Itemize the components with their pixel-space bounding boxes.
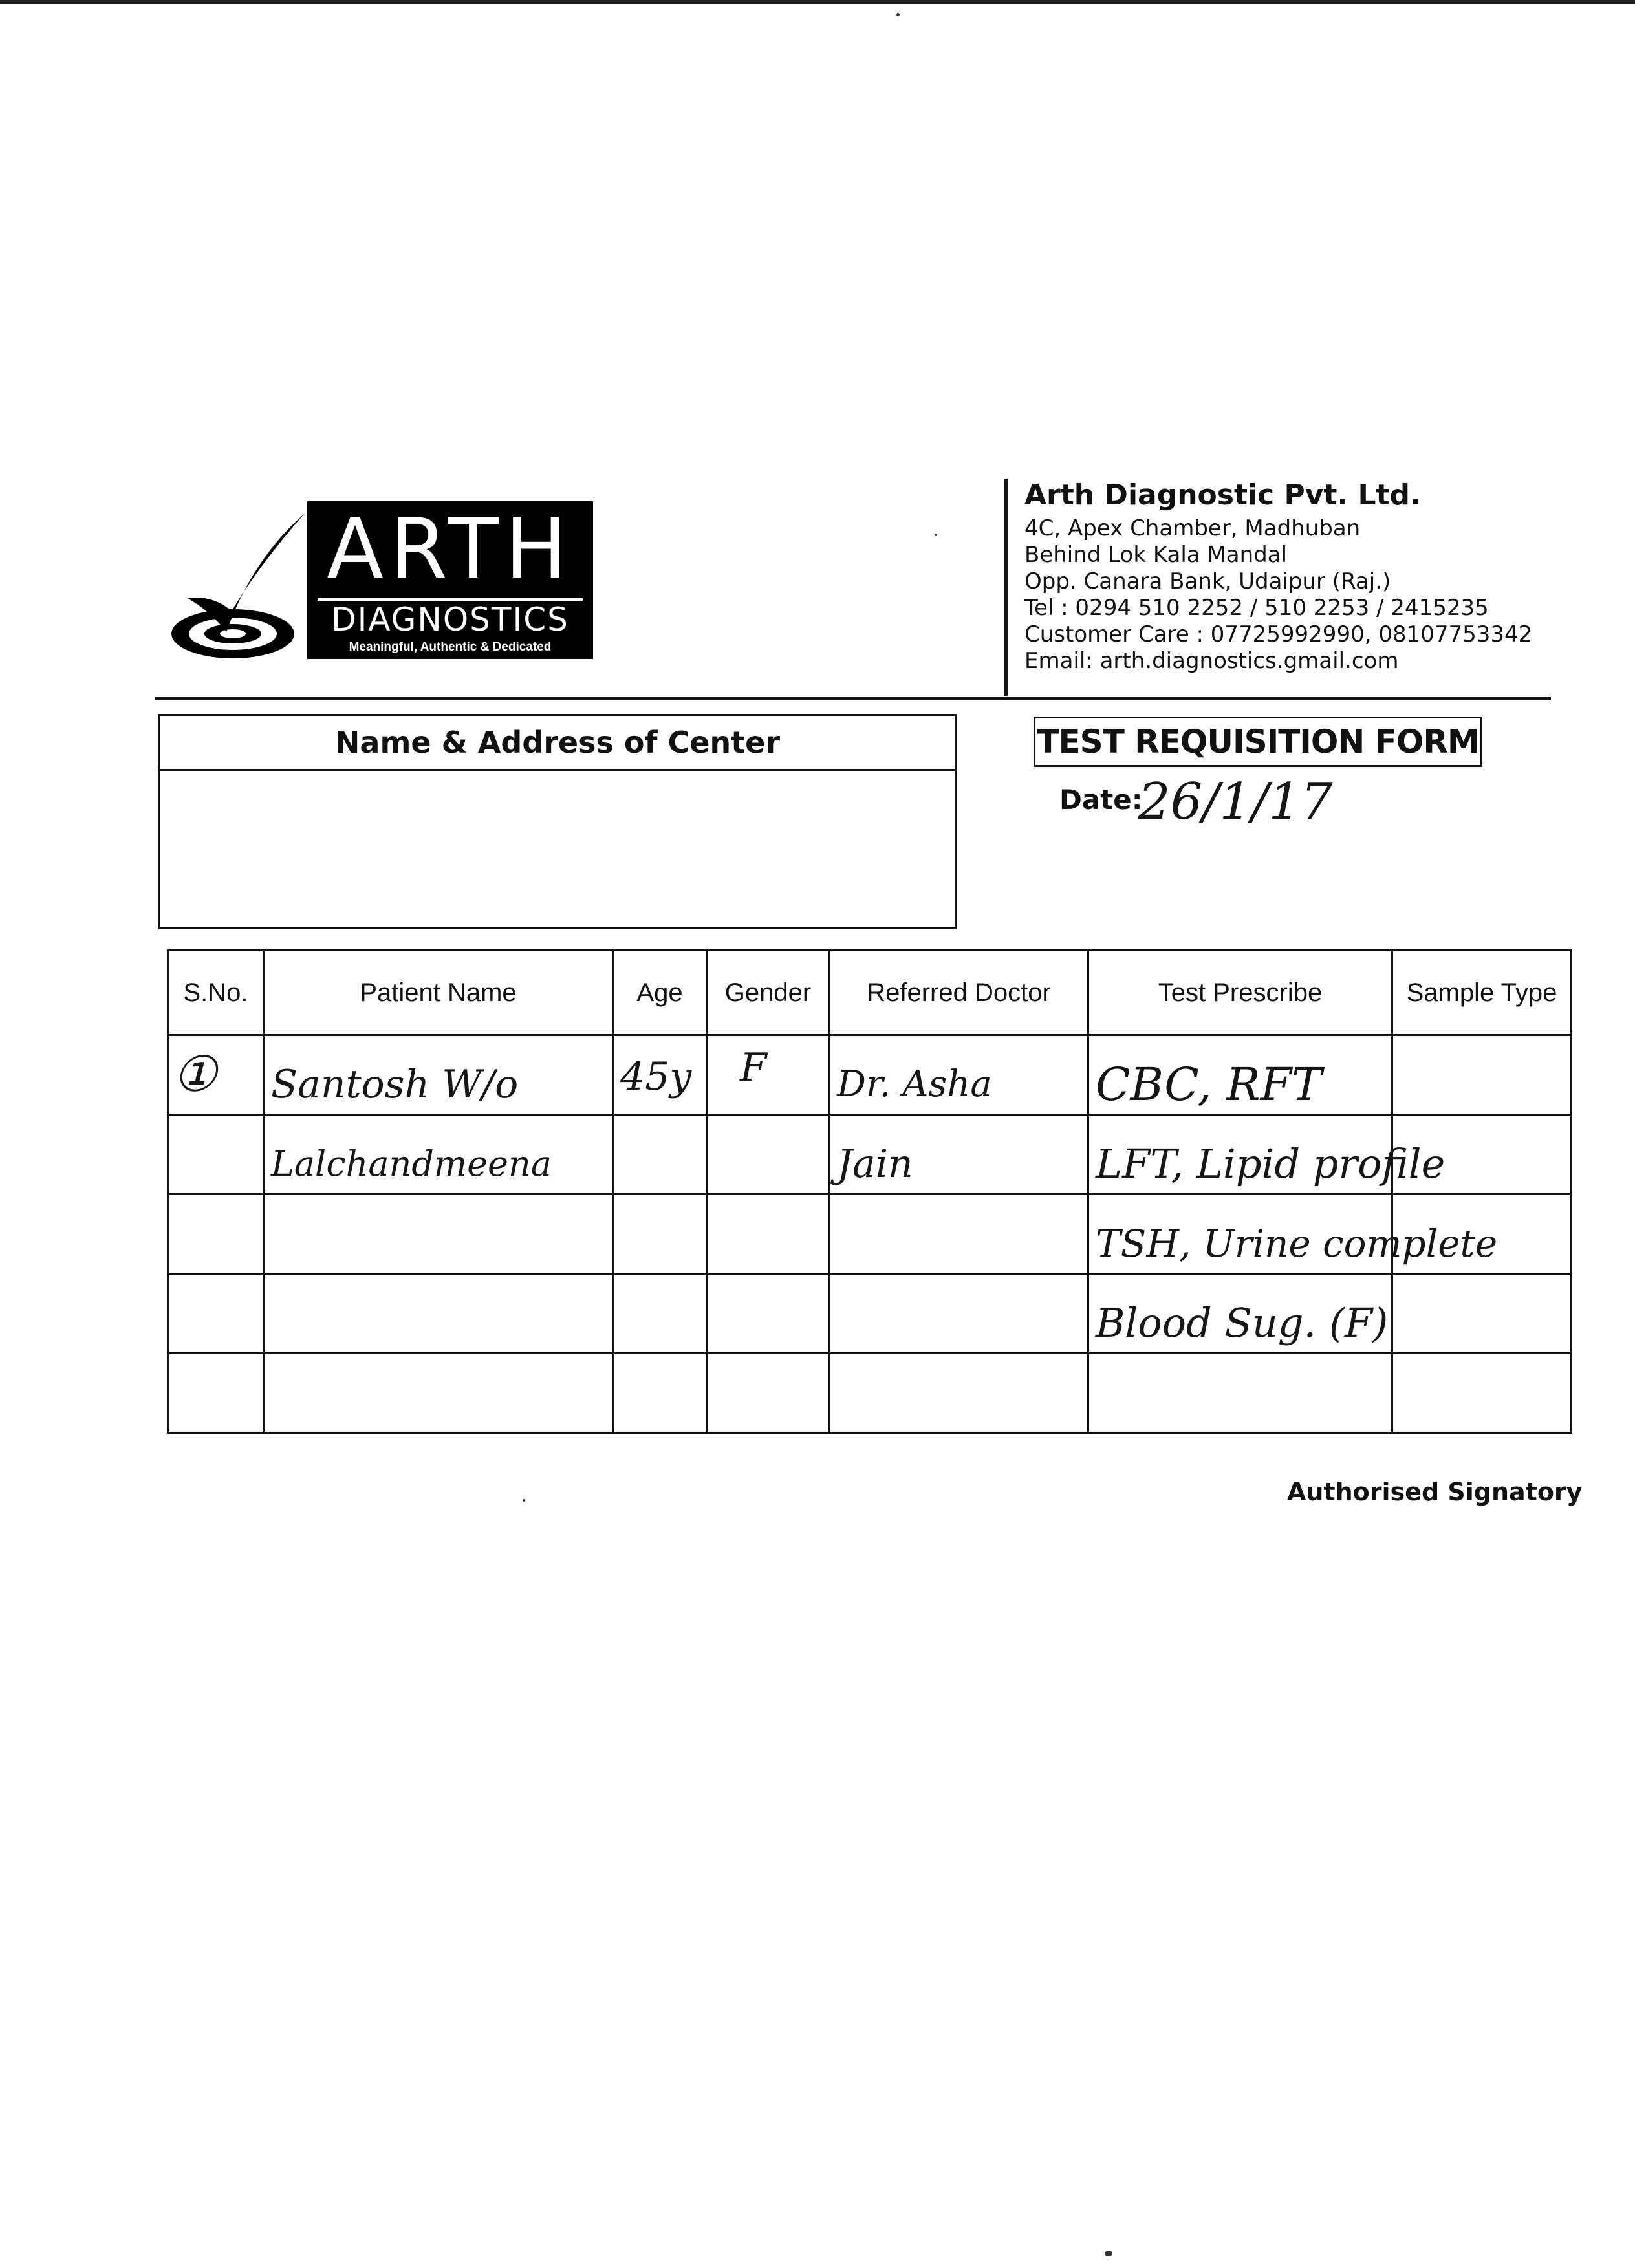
column-header-sno: S.No.: [168, 951, 264, 1035]
logo-plate: [307, 501, 593, 659]
patient-name-cell: [264, 1194, 613, 1274]
table-row: [168, 1354, 1572, 1433]
form-title: TEST REQUISITION FORM: [1034, 717, 1482, 767]
doctor-cell: [830, 1194, 1088, 1274]
sno-cell: [168, 1115, 264, 1194]
patient-name-cell: [264, 1274, 613, 1354]
table-row: [168, 1115, 1572, 1194]
address-line: 4C, Apex Chamber, Madhuban: [1024, 515, 1361, 541]
email-line: Email: arth.diagnostics.gmail.com: [1024, 648, 1399, 674]
sample-type-cell: [1392, 1035, 1572, 1115]
patient-name-cell: [264, 1035, 613, 1115]
gender-cell: [707, 1274, 830, 1354]
column-header-referred-doctor: Referred Doctor: [830, 951, 1088, 1035]
patient-name-line2: Lalchandmeena: [271, 1143, 552, 1184]
age-cell: [613, 1354, 707, 1433]
test-cell: [1088, 1194, 1498, 1274]
column-header-age: Age: [613, 951, 707, 1035]
column-header-patient-name: Patient Name: [264, 951, 613, 1035]
doctor-line2: Jain: [837, 1141, 913, 1187]
test-line4: Blood Sug. (F): [1096, 1299, 1389, 1346]
scan-speck: [1105, 2251, 1112, 2256]
sno-cell: [168, 1274, 264, 1354]
doctor-cell: [830, 1354, 1088, 1433]
scan-speck: [896, 13, 900, 16]
sno-cell: [168, 1194, 264, 1274]
age-handwritten: 45y: [620, 1054, 692, 1099]
header-divider: [1004, 479, 1008, 696]
header-rule: [155, 697, 1551, 700]
table-row: [168, 1274, 1572, 1354]
test-cell: [1088, 1115, 1446, 1194]
patient-name-line1: Santosh W/o: [271, 1062, 519, 1107]
table-row: [168, 1035, 1572, 1115]
test-line1: CBC, RFT: [1096, 1058, 1322, 1111]
logo-brand-text: ARTH: [327, 501, 574, 598]
table-row: [168, 1194, 1572, 1274]
test-cell: [1088, 1354, 1392, 1433]
requisition-table: [167, 949, 1572, 1434]
gender-cell: [707, 1115, 830, 1194]
sample-type-cell: [1392, 1274, 1572, 1354]
scan-speck: [523, 1499, 525, 1502]
company-info: [1024, 475, 1532, 675]
company-logo: [162, 495, 601, 669]
logo-tagline: Meaningful, Authentic & Dedicated: [349, 640, 552, 654]
doctor-line1: Dr. Asha: [837, 1063, 992, 1105]
customer-care-line: Customer Care : 07725992990, 08107753342: [1024, 621, 1533, 647]
doctor-cell: [830, 1274, 1088, 1354]
sno-handwritten: ①: [173, 1045, 217, 1103]
table-header-row: [168, 951, 1572, 1035]
gender-cell: [707, 1035, 830, 1115]
sample-type-cell: [1392, 1194, 1572, 1274]
center-address-title: Name & Address of Center: [160, 716, 955, 771]
doctor-cell: [830, 1115, 1088, 1194]
sample-type-cell: [1392, 1115, 1572, 1194]
target-check-icon: [162, 514, 310, 663]
sample-type-cell: [1392, 1354, 1572, 1433]
doctor-cell: [830, 1035, 1088, 1115]
test-line2: LFT, Lipid profile: [1096, 1140, 1446, 1187]
date-value-handwritten: 26/1/17: [1138, 773, 1333, 831]
date-label: Date:: [1059, 784, 1143, 815]
telephone-line: Tel : 0294 510 2252 / 510 2253 / 2415235: [1024, 595, 1489, 621]
gender-cell: [707, 1194, 830, 1274]
test-cell: [1088, 1035, 1392, 1115]
gender-cell: [707, 1354, 830, 1433]
address-line: Opp. Canara Bank, Udaipur (Raj.): [1024, 568, 1391, 594]
sno-cell: [168, 1035, 264, 1115]
column-header-gender: Gender: [707, 951, 830, 1035]
sno-cell: [168, 1354, 264, 1433]
patient-name-cell: [264, 1115, 613, 1194]
gender-handwritten: F: [740, 1045, 767, 1090]
scan-speck: [935, 534, 937, 536]
company-name: Arth Diagnostic Pvt. Ltd.: [1024, 479, 1421, 512]
age-cell: [613, 1035, 707, 1115]
patient-name-cell: [264, 1354, 613, 1433]
age-cell: [613, 1274, 707, 1354]
test-cell: [1088, 1274, 1392, 1354]
age-cell: [613, 1194, 707, 1274]
address-line: Behind Lok Kala Mandal: [1024, 542, 1288, 568]
test-line3: TSH, Urine complete: [1096, 1222, 1498, 1266]
center-address-box: [158, 714, 957, 929]
age-cell: [613, 1115, 707, 1194]
authorised-signatory-label: Authorised Signatory: [1287, 1478, 1583, 1506]
column-header-sample-type: Sample Type: [1392, 951, 1572, 1035]
column-header-test-prescribe: Test Prescribe: [1088, 951, 1392, 1035]
scan-edge-line: [0, 0, 1635, 4]
logo-subbrand-text: DIAGNOSTICS: [331, 601, 569, 638]
